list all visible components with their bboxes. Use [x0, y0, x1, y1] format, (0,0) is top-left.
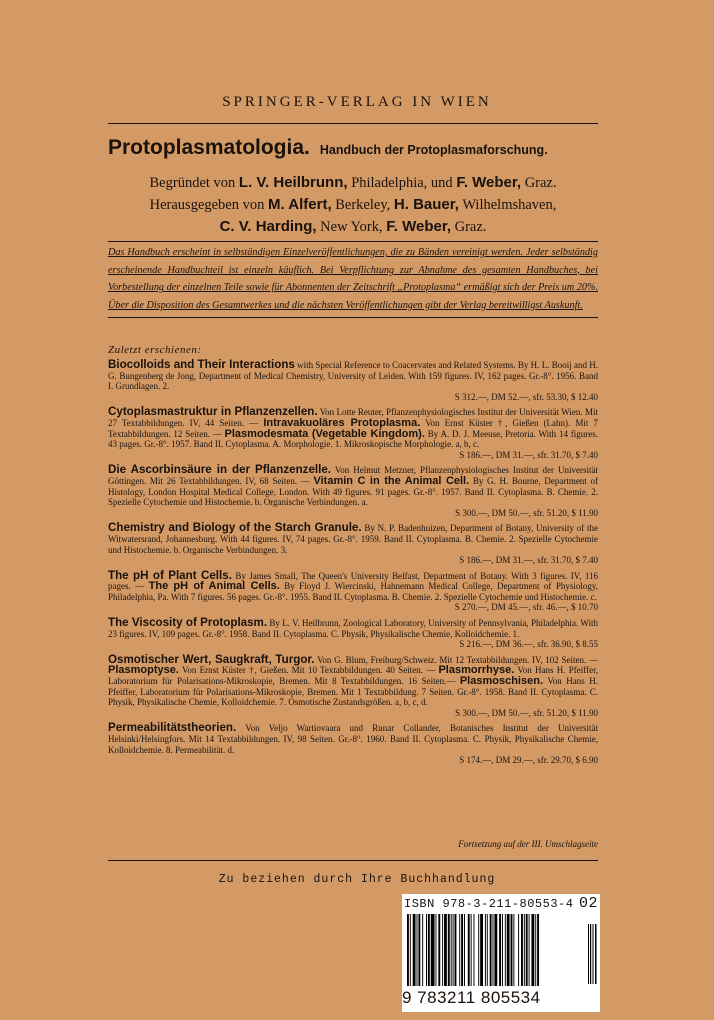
- entry-title: The Viscosity of Protoplasm.: [108, 616, 268, 630]
- entry-title: Cytoplasmastruktur in Pflanzenzellen.: [108, 405, 318, 419]
- editor-name: C. V. Harding,: [219, 218, 317, 235]
- barcode-bar: [487, 914, 488, 986]
- barcode-bar: [426, 914, 427, 986]
- editor-name: H. Bauer,: [393, 196, 459, 213]
- barcode-bar: [493, 914, 494, 986]
- publication-list: [108, 360, 598, 771]
- entry-subtitle: Plasmoschisen.: [459, 675, 543, 688]
- entry-price: S 186.—, DM 31.—, sfr. 31.70, $ 7.40: [459, 449, 598, 460]
- isbn-label: ISBN 978-3-211-80553-4 02: [404, 895, 598, 912]
- barcode-addon-bar: [595, 924, 597, 984]
- entry-price: S 270.—, DM 45.—, sfr. 46.—, $ 10.70: [454, 602, 598, 613]
- barcode-bar: [511, 914, 513, 986]
- barcode-bar: [417, 914, 418, 986]
- entry-subtitle: Plasmoptyse.: [108, 664, 179, 677]
- recent-label: Zuletzt erschienen:: [108, 344, 202, 356]
- entry-subtitle: Plasmorrhyse.: [438, 664, 515, 677]
- list-item: The pH of Plant Cells. By James Small, The Queen's University Belfast, Department of Botany. With 3 figures. IV, 116 pages. — The pH of Animal Cells. By Floyd J. Wiercinski, Hahnemann Medical College, Department of Physiology, Philadelphia, Pa. With 7 figures. 56 pages. Gr.-8°. 1955. Band II. Cytoplasma. B. Chemie. 2. Spezielle Cytochemie und Histochemie. c. S 270.—, DM 45.—, sfr. 46.—, $ 10.70: [108, 568, 598, 613]
- barcode-bar: [537, 914, 539, 986]
- barcode-bar: [468, 914, 470, 986]
- editors-block: [108, 172, 598, 238]
- subscription-notice: Das Handbuch erscheint in selbständigen Einzelveröffentlichungen, die zu Bänden vereinigt werden. Jeder selbständig erscheinende Handbuchteil ist einzeln käuflich. Bei Verpflichtung zur Abnahme des gesamten Handbuches, bei Vorbestellung der einzelnen Teile sowie für Abonnenten der Zeitschrift „Protoplasma“ ermäßigt sich der Preis um 20%. Über die Disposition des Gesamtwerkes und die nächsten Veröffentlichungen gibt der Verlag bereitwilligst Auskunft.: [108, 241, 598, 318]
- publisher-name: SPRINGER-VERLAG IN WIEN: [222, 94, 492, 110]
- founders-line: Begründet von L. V. Heilbrunn, Philadelphia, und F. Weber, Graz.: [149, 174, 557, 191]
- barcode-bar: [422, 914, 423, 986]
- barcode-bar: [451, 914, 452, 986]
- bottom-divider: [108, 860, 598, 861]
- barcode-bar: [431, 914, 435, 986]
- barcode-bar: [531, 914, 534, 986]
- barcode-bar: [453, 914, 454, 986]
- barcode-bar: [535, 914, 536, 986]
- founder-name: L. V. Heilbrunn,: [238, 174, 348, 191]
- list-item: Permeabilitätstheorien. Von Veljo Wartiovaara und Runar Collander, Botanisches Institut der Universität Helsinki/Helsingfors. Mit 14 Textabbildungen. IV, 98 Seiten. Gr.-8°. 1960. Band II. Cytoplasma. C. Physik, Physikalische Chemie, Kolloidchemie. 8. Permeabilität. d. S 174.—, DM 29.—, sfr. 29.70, $ 6.90: [108, 721, 598, 766]
- barcode-bar: [428, 914, 430, 986]
- barcode-addon-bars: [588, 924, 598, 984]
- barcode-bar: [455, 914, 457, 986]
- barcode-bar: [459, 914, 460, 986]
- barcode-bar: [494, 914, 497, 986]
- list-item: Chemistry and Biology of the Starch Granule. By N. P. Badenhuizen, Department of Botany, University of the Witwatersrand, Johannesburg. With 44 figures. IV, 74 pages. Gr.-8°. 1959. Band II. Cytoplasma. B. Chemie. 2. Spezielle Cytochemie und Histochemie. b. Organische Verbindungen. 3. S 186.—, DM 31.—, sfr. 31.70, $ 7.40: [108, 521, 598, 566]
- barcode-bar: [526, 914, 528, 986]
- continuation-note: Fortsetzung auf der III. Umschlagseite: [458, 839, 598, 849]
- barcode-bar: [418, 914, 420, 986]
- entry-price: S 186.—, DM 31.—, sfr. 31.70, $ 7.40: [459, 555, 598, 566]
- barcode-bar: [521, 914, 523, 986]
- list-item: Die Ascorbinsäure in der Pflanzenzelle. Von Helmut Metzner, Pflanzenphysiologisches Institut der Universität Göttingen. Mit 26 Textabbildungen. IV, 68 Seiten. — Vitamin C in the Animal Cell. By G. H. Bourne, Department of Histology, London Hospital Medical College, London. With 49 figures. 91 pages. Gr.-8°. 1957. Band II. Cytoplasma. B. Chemie. 2. Spezielle Cytochemie und Histochemie. b. Organische Verbindungen. a. S 300.—, DM 50.—, sfr. 51.20, $ 11.90: [108, 463, 598, 518]
- ean-digits: 9 783211 805534: [402, 988, 541, 1007]
- barcode-bar: [410, 914, 411, 986]
- editor-name: F. Weber,: [386, 218, 451, 235]
- list-item: Cytoplasmastruktur in Pflanzenzellen. Von Lotte Reuter, Pflanzenphysiologisches Institut der Universität Wien. Mit 27 Textabbildungen. IV, 44 Seiten. — Intravakuoläres Protoplasma. Von Ernst Küster †, Gießen (Lahn). Mit 7 Textabbildungen. 12 Seiten. — Plasmodesmata (Vegetable Kingdom). By A. D. J. Meeuse, Pretoria. With 14 figures. 43 pages. Gr.-8°. 1957. Band II. Cytoplasma. A. Morphologie. 1. Mikroskopische Morphologie. a, b, c. S 186.—, DM 31.—, sfr. 31.70, $ 7.40: [108, 405, 599, 460]
- barcode-bar: [464, 914, 465, 986]
- entry-subtitle: The pH of Animal Cells.: [148, 580, 280, 593]
- entry-title: The pH of Plant Cells.: [108, 568, 232, 582]
- barcode-bar: [499, 914, 501, 986]
- entry-price: S 300.—, DM 50.—, sfr. 51.20, $ 11.90: [455, 507, 598, 518]
- entry-subtitle: Vitamin C in the Animal Cell.: [313, 474, 470, 487]
- barcode-addon: 02: [578, 895, 598, 912]
- entry-subtitle: Plasmodesmata (Vegetable Kingdom).: [224, 427, 425, 440]
- editor-name: M. Alfert,: [268, 196, 332, 213]
- barcode-bars: [406, 914, 586, 986]
- barcode-bar: [524, 914, 525, 986]
- list-item: Osmotischer Wert, Saugkraft, Turgor. Von G. Blum, Freiburg/Schweiz. Mit 12 Textabbildungen. IV, 102 Seiten. — Plasmoptyse. Von Ernst Küster †, Gießen. Mit 10 Textabbildungen. 40 Seiten. — Plasmorrhyse. Von Hans H. Pfeiffer, Laboratorium für Polarisations-Mikroskopie, Bremen. Mit 8 Textabbildungen. 16 Seiten.— Plasmoschisen. Von Hans H. Pfeiffer, Laboratorium für Polarisations-Mikroskopie, Bremen. Mit 1 Textabbildung. 7 Seiten. Gr.-8°. 1958. Band II. Cytoplasma. C. Physik, Physikalische Chemie, Kolloidchemie. 7. Osmotische Zustandsgrößen. a, b, c, d. S 300.—, DM 50.—, sfr. 51.20, $ 11.90: [108, 652, 599, 718]
- barcode-bar: [471, 914, 472, 986]
- barcode-bar: [518, 914, 519, 986]
- founder-name: F. Weber,: [456, 174, 522, 191]
- barcode-bar: [442, 914, 443, 986]
- barcode-addon-bar: [590, 924, 591, 984]
- barcode-bar: [448, 914, 450, 986]
- barcode-bar: [413, 914, 416, 986]
- editors-line: Herausgegeben von M. Alfert, Berkeley, H. Bauer, Wilhelmshaven,: [149, 196, 557, 213]
- entry-title: Chemistry and Biology of the Starch Granule.: [108, 521, 362, 535]
- barcode-bar: [438, 914, 440, 986]
- entry-subtitle: Intravakuoläres Protoplasma.: [263, 416, 421, 429]
- barcode-bar: [480, 914, 483, 986]
- entry-price: S 300.—, DM 50.—, sfr. 51.20, $ 11.90: [455, 707, 598, 718]
- barcode: [402, 894, 600, 1012]
- entry-title: Biocolloids and Their Interactions: [108, 358, 295, 371]
- barcode-bar: [436, 914, 437, 986]
- barcode-bar: [474, 914, 475, 986]
- editors-line-2: C. V. Harding, New York, F. Weber, Graz.: [219, 218, 487, 235]
- entry-title: Permeabilitätstheorien.: [108, 721, 237, 735]
- barcode-addon-bar: [588, 924, 589, 984]
- barcode-bar: [502, 914, 503, 986]
- series-subtitle: Handbuch der Protoplasmaforschung.: [319, 143, 548, 157]
- entry-title: Osmotischer Wert, Saugkraft, Turgor.: [108, 652, 315, 666]
- barcode-bar: [490, 914, 492, 986]
- series-title-block: [108, 136, 608, 160]
- barcode-bar: [505, 914, 506, 986]
- entry-price: S 174.—, DM 29.—, sfr. 29.70, $ 6.90: [459, 755, 598, 766]
- barcode-bar: [461, 914, 463, 986]
- barcode-bar: [444, 914, 447, 986]
- entry-price: S 312.—, DM 52.—, sfr. 53.30, $ 12.40: [454, 391, 598, 402]
- barcode-bar: [485, 914, 486, 986]
- list-item: Biocolloids and Their Interactions with Special Reference to Coacervates and Related Systems. By H. L. Booij and H. G. Bungenberg de Jong, Department of Medical Chemistry, University of Leiden. With 159 figures. IV, 162 pages. Gr.-8°. 1956. Band I. Grundlagen. 2. S 312.—, DM 52.—, sfr. 53.30, $ 12.40: [108, 358, 598, 402]
- series-title: Protoplasmatologia.: [108, 136, 310, 159]
- barcode-bar: [407, 914, 409, 986]
- barcode-bar: [529, 914, 530, 986]
- list-item: The Viscosity of Protoplasm. By L. V. Heilbrunn, Zoological Laboratory, University of Pennsylvania, Philadelphia. With 23 figures. IV, 109 pages. Gr.-8°. 1958. Band II. Cytoplasma. C. Physik, Physikalische Chemie, Kolloidchemie. 1. S 216.—, DM 36.—, sfr. 36.90, $ 8.55: [108, 616, 598, 650]
- bookseller-note: Zu beziehen durch Ihre Buchhandlung: [218, 873, 496, 886]
- top-divider: [108, 123, 598, 124]
- barcode-bar: [513, 914, 514, 986]
- barcode-addon-bar: [593, 924, 594, 984]
- barcode-bar: [507, 914, 510, 986]
- barcode-bar: [478, 914, 479, 986]
- entry-title: Die Ascorbinsäure in der Pflanzenzelle.: [108, 463, 332, 477]
- entry-price: S 216.—, DM 36.—, sfr. 36.90, $ 8.55: [459, 639, 598, 650]
